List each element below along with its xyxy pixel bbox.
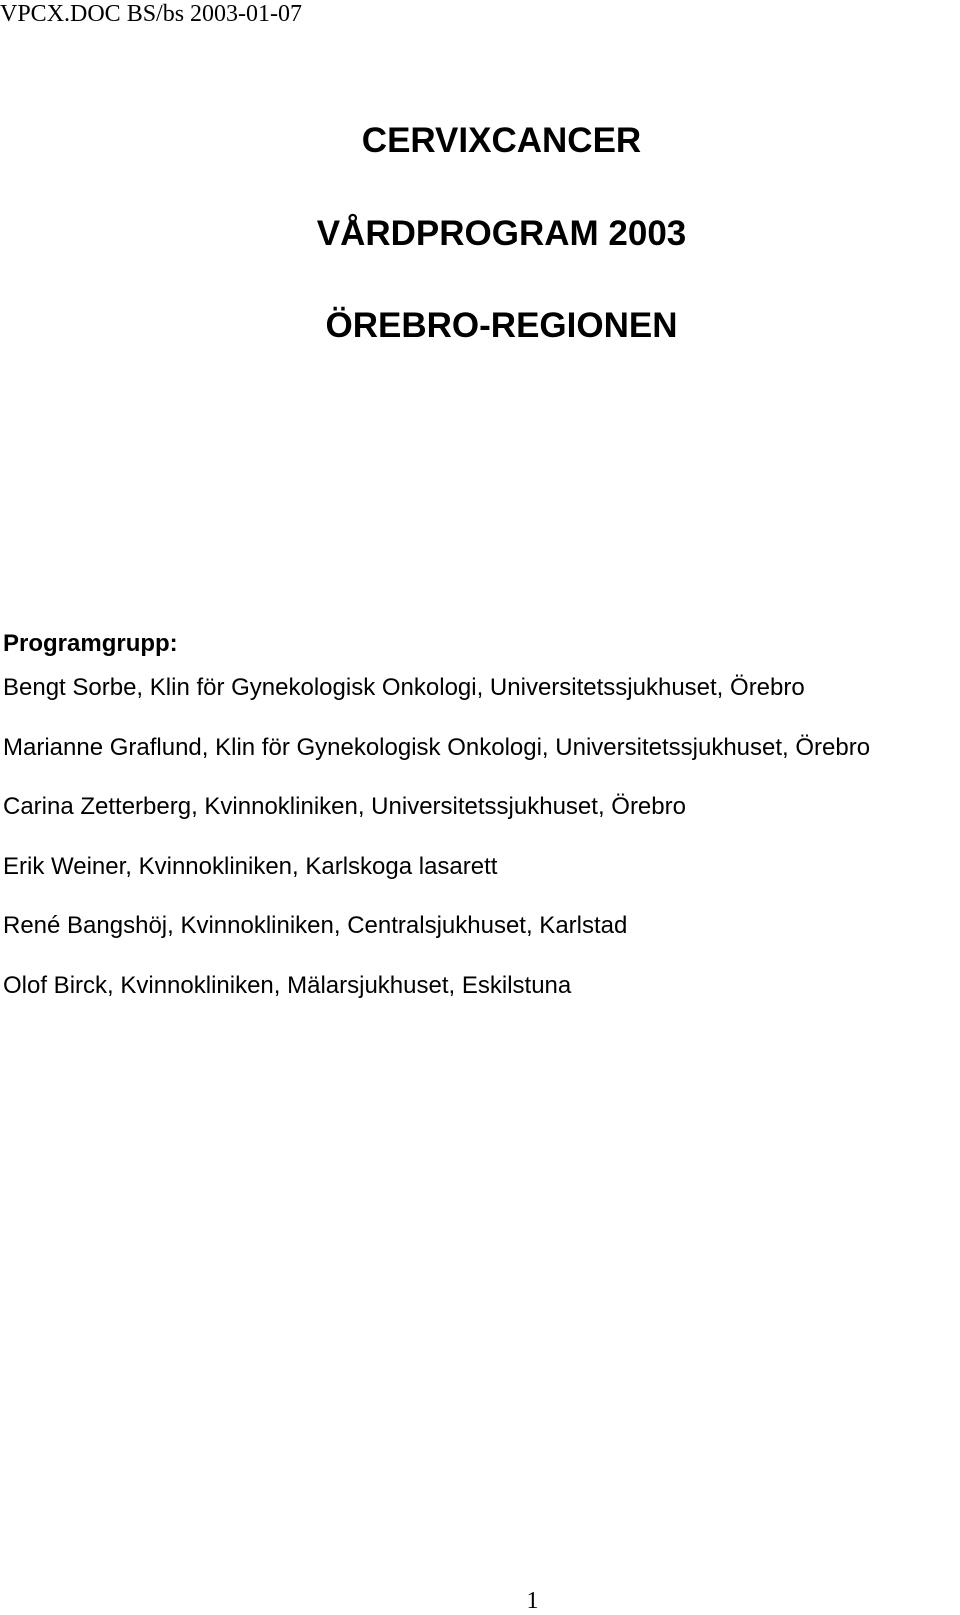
page-number: 1 [526,1588,539,1614]
title-region: ÖREBRO-REGIONEN [325,306,678,345]
member-line: Marianne Graflund, Klin för Gynekologisk Onkologi, Universitetssjukhuset, Örebro [3,734,871,761]
title-cervixcancer: CERVIXCANCER [361,121,642,160]
member-line: Olof Birck, Kvinnokliniken, Mälarsjukhuset, Eskilstuna [3,972,572,999]
member-line: Erik Weiner, Kvinnokliniken, Karlskoga lasarett [3,853,498,880]
program-group-heading: Programgrupp: [3,630,178,657]
document-header: VPCX.DOC BS/bs 2003-01-07 [0,1,303,27]
member-line: René Bangshöj, Kvinnokliniken, Centralsjukhuset, Karlstad [3,912,628,939]
member-line: Carina Zetterberg, Kvinnokliniken, Universitetssjukhuset, Örebro [3,793,686,820]
member-line: Bengt Sorbe, Klin för Gynekologisk Onkologi, Universitetssjukhuset, Örebro [3,674,805,701]
title-vardprogram: VÅRDPROGRAM 2003 [316,214,687,253]
